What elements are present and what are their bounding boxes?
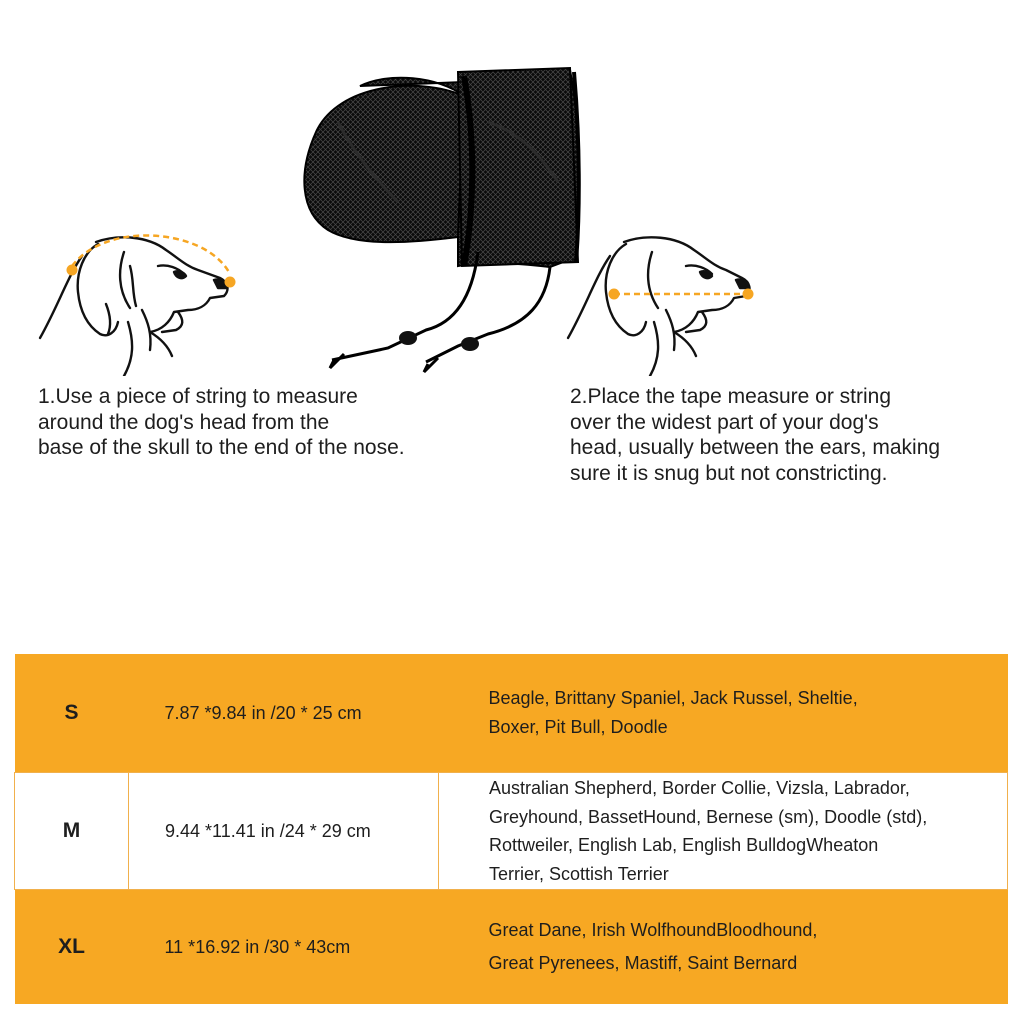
instruction-step-1: 1.Use a piece of string to measure around the dog's head from the base of the skull to the end of the nose. bbox=[38, 385, 405, 459]
table-row bbox=[15, 773, 1008, 890]
size-dimensions: 9.44 *11.41 in /24 * 29 cm bbox=[129, 773, 439, 890]
size-label: S bbox=[15, 654, 129, 773]
size-label: M bbox=[15, 773, 129, 890]
dog-head-measure-width-icon bbox=[566, 226, 764, 376]
dog-head-measure-length-icon bbox=[38, 226, 244, 376]
size-label: XL bbox=[15, 890, 129, 1005]
mesh-hood-product-image bbox=[288, 62, 588, 380]
size-dimensions: 11 *16.92 in /30 * 43cm bbox=[129, 890, 439, 1005]
size-breeds: Australian Shepherd, Border Collie, Vizsla, Labrador, Greyhound, BassetHound, Bernese (sm), Doodle (std), Rottweiler, English Lab, English BulldogWheaton Terrier, Scottish Terrier bbox=[439, 773, 1008, 890]
size-breeds: Great Dane, Irish WolfhoundBloodhound, Great Pyrenees, Mastiff, Saint Bernard bbox=[439, 890, 1008, 1005]
size-breeds: Beagle, Brittany Spaniel, Jack Russel, Sheltie, Boxer, Pit Bull, Doodle bbox=[439, 654, 1008, 773]
instruction-step-2: 2.Place the tape measure or string over the widest part of your dog's head, usually between the ears, making sure it is snug but not constricting. bbox=[570, 385, 941, 485]
size-dimensions: 7.87 *9.84 in /20 * 25 cm bbox=[129, 654, 439, 773]
size-chart-table bbox=[14, 654, 1008, 1004]
table-row bbox=[15, 654, 1008, 773]
table-row bbox=[15, 890, 1008, 1005]
